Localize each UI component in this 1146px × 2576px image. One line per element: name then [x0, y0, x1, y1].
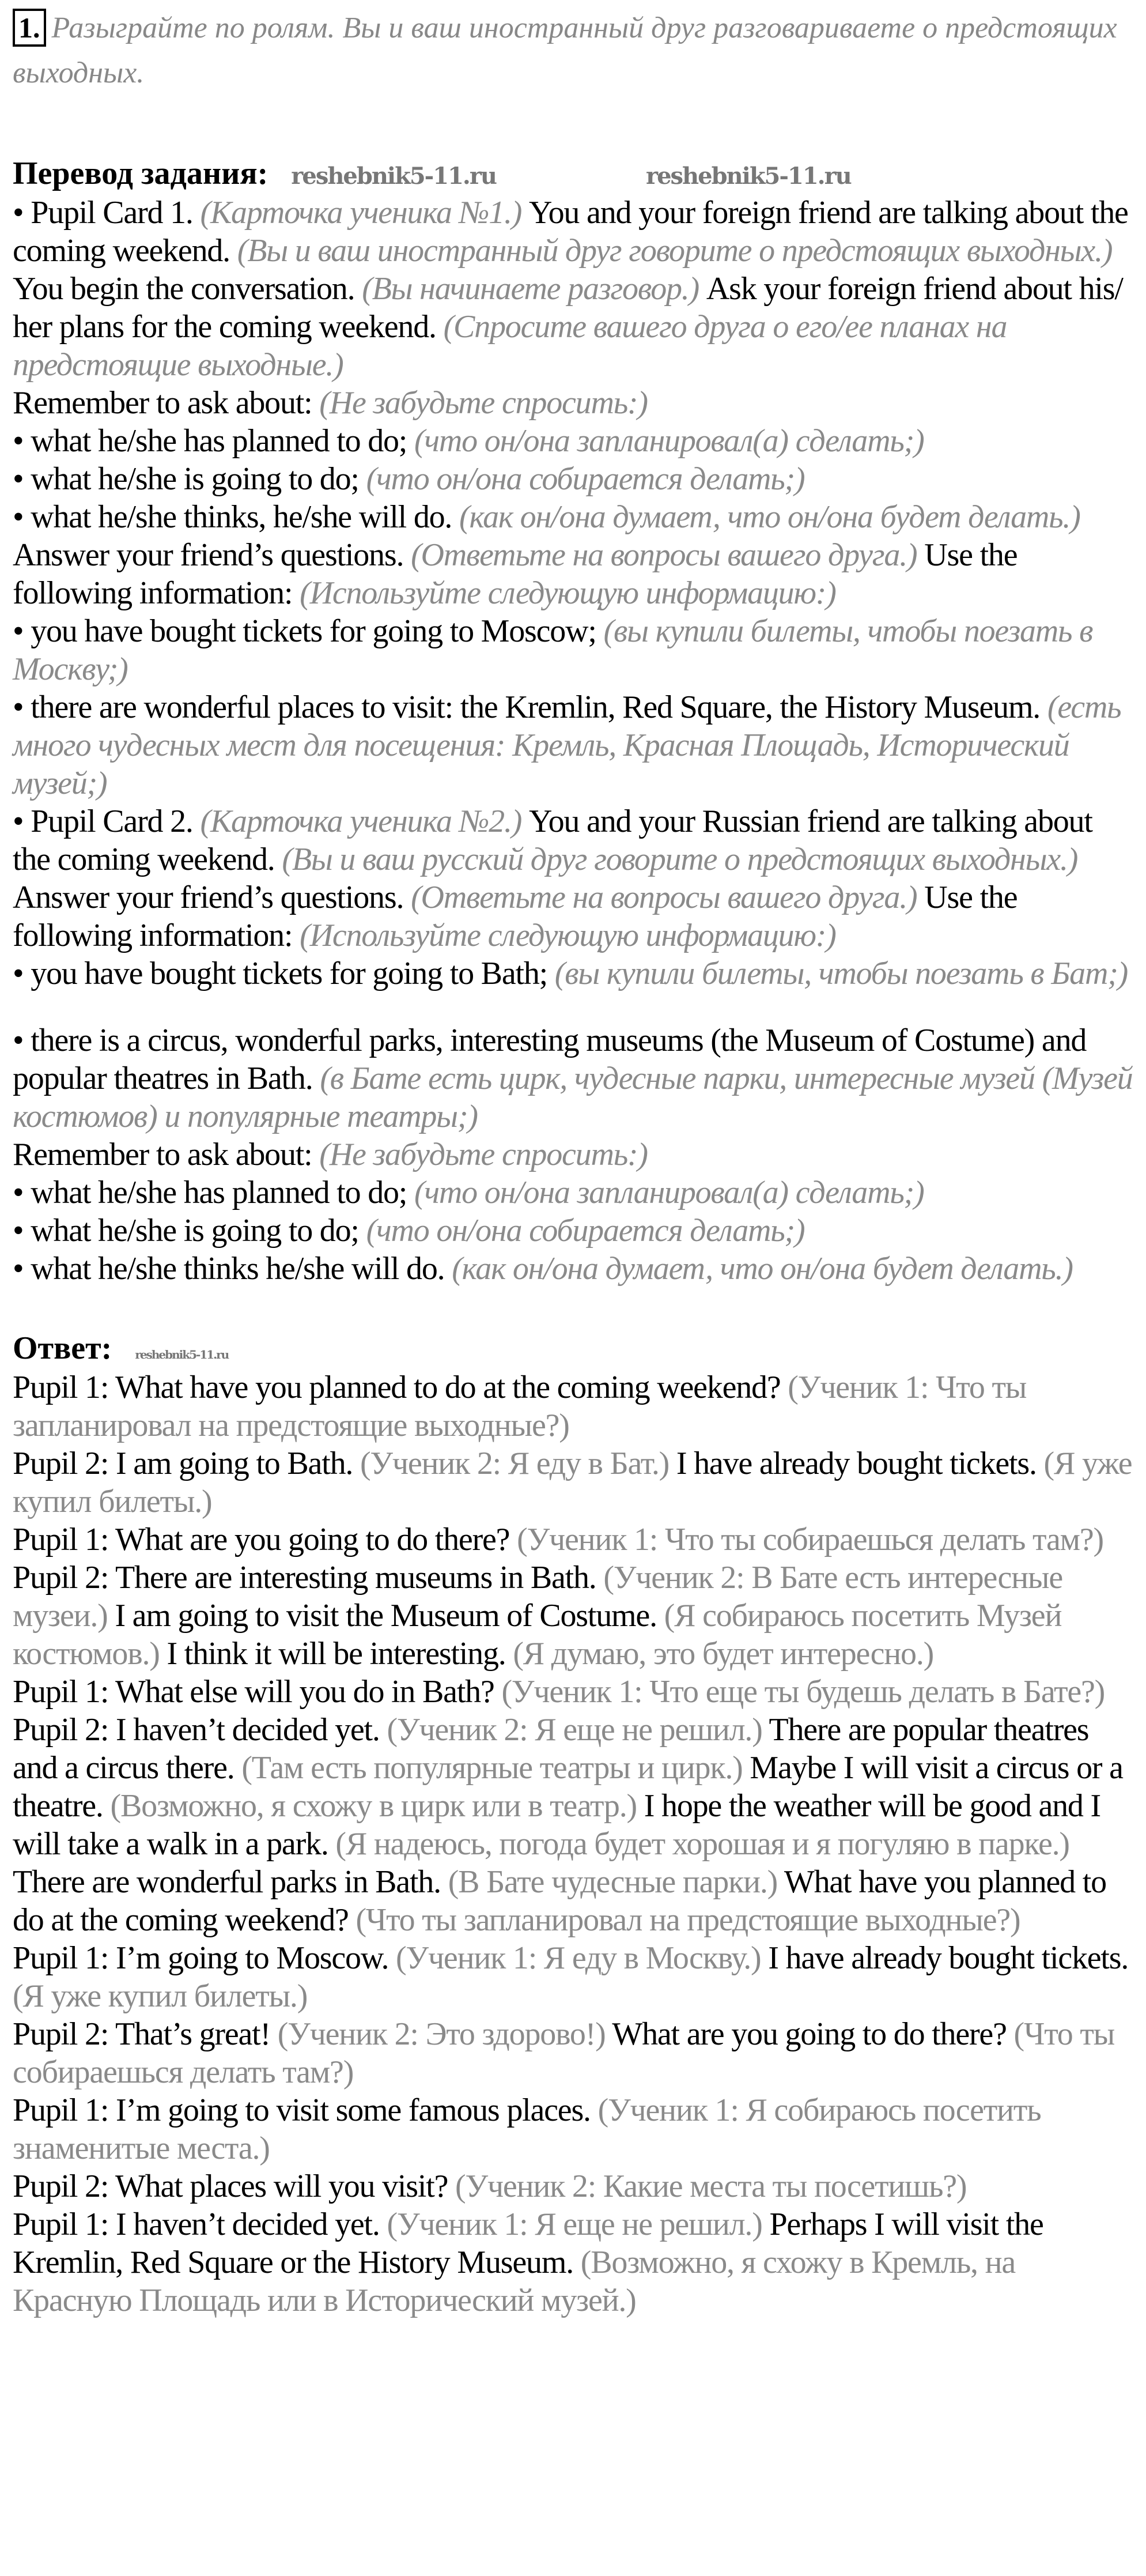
english-text: • what he/she is going to do; [13, 1213, 366, 1249]
english-text: Maybe I will visit a circus or a theatre. [13, 1750, 1123, 1824]
english-text: Use the following information: [13, 880, 1018, 953]
russian-translation: (вы купили билеты, чтобы поезать в Москву;) [13, 613, 1093, 687]
watermark: reshebnik5-11.ru [646, 163, 851, 190]
russian-translation: (что он/она запланировал(а) сделать;) [414, 423, 924, 459]
english-text: Remember to ask about: [13, 1137, 320, 1172]
dialogue-line [13, 2167, 1136, 2205]
english-text: Pupil 2: I am going to Bath. [13, 1446, 360, 1481]
translation-paragraph [13, 422, 1136, 460]
english-text: What are you going to do there? [612, 2016, 1014, 2052]
english-text: Pupil 2: What places will you visit? [13, 2168, 456, 2204]
russian-translation: (что он/она собирается делать;) [366, 461, 805, 497]
spacer [13, 993, 1136, 1021]
english-text: • Pupil Card 2. [13, 804, 201, 839]
english-text: • what he/she has planned to do; [13, 423, 414, 459]
russian-translation: (Что ты собираешься делать там?) [13, 2016, 1115, 2090]
russian-translation: (в Бате есть цирк, чудесные парки, интересные музей (Музей костюмов) и популярные театры;) [13, 1061, 1133, 1134]
translation-paragraph [13, 1136, 1136, 1174]
translation-paragraph [13, 802, 1136, 955]
english-text: You and your Russian friend are talking about the coming weekend. [13, 804, 1092, 877]
english-text: Pupil 1: I’m going to visit some famous places. [13, 2092, 598, 2128]
translation-paragraph [13, 460, 1136, 498]
task-instruction [13, 6, 1136, 96]
english-text: • what he/she thinks he/she will do. [13, 1251, 452, 1287]
english-text: I am going to visit the Museum of Costume. [115, 1598, 664, 1634]
translation-heading: Перевод задания: [13, 156, 268, 191]
english-text: • you have bought tickets for going to Bath; [13, 956, 555, 991]
english-text: • what he/she has planned to do; [13, 1175, 414, 1210]
russian-translation: (Ученик 2: В Бате есть интересные музеи.) [13, 1560, 1063, 1634]
russian-translation: (как он/она думает, что он/она будет делать.) [459, 499, 1080, 535]
english-text: Answer your friend’s questions. [13, 537, 411, 573]
english-text: I hope the weather will be good and I will take a walk in a park. [13, 1788, 1100, 1862]
task-number: 1. [13, 9, 46, 47]
translation-section [13, 194, 1136, 1288]
dialogue-line [13, 1939, 1136, 2015]
english-text: Use the following information: [13, 537, 1018, 611]
english-text: Pupil 1: What else will you do in Bath? [13, 1674, 502, 1710]
watermark: reshebnik5-11.ru [135, 1348, 229, 1361]
translation-paragraph [13, 498, 1136, 536]
english-text: You begin the conversation. [13, 271, 362, 307]
english-text: • what he/she is going to do; [13, 461, 366, 497]
russian-translation: (вы купили билеты, чтобы поезать в Бат;) [554, 956, 1128, 991]
english-text: • what he/she thinks, he/she will do. [13, 499, 460, 535]
dialogue-line [13, 1521, 1136, 1559]
russian-translation: (Спросите вашего друга о его/ее планах на предстоящие выходные.) [13, 309, 1007, 383]
translation-paragraph [13, 1174, 1136, 1212]
russian-translation: (что он/она собирается делать;) [366, 1213, 805, 1249]
russian-translation: (Ученик 2: Я еще не решил.) [387, 1712, 769, 1748]
russian-translation: (Ученик 1: Я собираюсь посетить знаменитые места.) [13, 2092, 1041, 2166]
russian-translation: (Вы и ваш иностранный друг говорите о предстоящих выходных.) [237, 233, 1113, 269]
russian-translation: (Ученик 1: Что ты собираешься делать там?) [517, 1522, 1103, 1557]
russian-translation: (Не забудьте спросить:) [319, 1137, 648, 1172]
translation-paragraph [13, 384, 1136, 422]
russian-translation: (как он/она думает, что он/она будет делать.) [452, 1251, 1073, 1287]
russian-translation: (Используйте следующую информацию:) [300, 918, 836, 953]
russian-translation: (Ученик 1: Я еще не решил.) [387, 2207, 770, 2242]
english-text: • you have bought tickets for going to Moscow; [13, 613, 604, 649]
english-text: • there are wonderful places to visit: the Kremlin, Red Square, the History Museum. [13, 689, 1047, 725]
russian-translation: (Я собираюсь посетить Музей костюмов.) [13, 1598, 1062, 1672]
russian-translation: (Ответьте на вопросы вашего друга.) [411, 537, 925, 573]
english-text: Pupil 1: I’m going to Moscow. [13, 1940, 396, 1976]
dialogue-line [13, 1368, 1136, 1444]
russian-translation: (Вы начинаете разговор.) [362, 271, 706, 307]
english-text: Remember to ask about: [13, 385, 320, 421]
answer-heading: Ответ: [13, 1330, 112, 1366]
dialogue-line [13, 1673, 1136, 1711]
translation-paragraph [13, 1250, 1136, 1288]
russian-translation: (Возможно, я схожу в цирк или в театр.) [110, 1788, 644, 1824]
task-instruction-text: Разыграйте по ролям. Вы и ваш иностранный друг разговариваете о предстоящих выходных. [13, 12, 1117, 89]
dialogue-line [13, 1559, 1136, 1673]
dialogue-line [13, 2091, 1136, 2167]
english-text: • Pupil Card 1. [13, 195, 201, 231]
english-text: Pupil 1: What are you going to do there? [13, 1522, 517, 1557]
russian-translation: (Что ты запланировал на предстоящие выходные?) [355, 1902, 1020, 1938]
english-text: Pupil 1: I haven’t decided yet. [13, 2207, 387, 2242]
russian-translation: (Не забудьте спросить:) [319, 385, 648, 421]
answer-section [13, 1368, 1136, 2319]
english-text: There are wonderful parks in Bath. [13, 1864, 448, 1900]
russian-translation: (Ученик 1: Что ты запланировал на предстоящие выходные?) [13, 1370, 1027, 1443]
english-text: Pupil 2: There are interesting museums in Bath. [13, 1560, 604, 1596]
english-text: I have already bought tickets. [676, 1446, 1044, 1481]
english-text: Answer your friend’s questions. [13, 880, 411, 915]
russian-translation: (Ученик 1: Я еду в Москву.) [396, 1940, 769, 1976]
dialogue-line [13, 2205, 1136, 2319]
russian-translation: (Ученик 1: Что еще ты будешь делать в Бате?) [501, 1674, 1105, 1710]
russian-translation: (что он/она запланировал(а) сделать;) [414, 1175, 924, 1210]
russian-translation: (Используйте следующую информацию:) [300, 575, 836, 611]
russian-translation: (Вы и ваш русский друг говорите о предстоящих выходных.) [282, 842, 1078, 877]
english-text: Pupil 2: I haven’t decided yet. [13, 1712, 387, 1748]
translation-paragraph [13, 612, 1136, 688]
english-text: I think it will be interesting. [167, 1636, 513, 1672]
english-text: I have already bought tickets. [768, 1940, 1129, 1976]
english-text: Pupil 1: What have you planned to do at the coming weekend? [13, 1370, 788, 1405]
english-text: Pupil 2: That’s great! [13, 2016, 278, 2052]
dialogue-line [13, 2015, 1136, 2091]
document-page [13, 0, 1136, 2319]
russian-translation: (Я уже купил билеты.) [13, 1446, 1132, 1519]
english-text: What have you planned to do at the coming weekend? [13, 1864, 1106, 1938]
russian-translation: (Ответьте на вопросы вашего друга.) [411, 880, 925, 915]
english-text: • there is a circus, wonderful parks, interesting museums (the Museum of Costume) and popular theatres in Bath. [13, 1023, 1087, 1096]
english-text: Ask your foreign friend about his/ her plans for the coming weekend. [13, 271, 1123, 345]
translation-paragraph [13, 688, 1136, 802]
translation-heading-row [13, 153, 1136, 194]
translation-paragraph [13, 1212, 1136, 1250]
russian-translation: (есть много чудесных мест для посещения: Кремль, Красная Площадь, Исторический музей;) [13, 689, 1121, 801]
russian-translation: (Там есть популярные театры и цирк.) [241, 1750, 750, 1786]
translation-paragraph [13, 194, 1136, 384]
translation-paragraph [13, 955, 1136, 993]
translation-paragraph [13, 1021, 1136, 1136]
english-text: You and your foreign friend are talking about the coming weekend. [13, 195, 1128, 269]
russian-translation: (Ученик 2: Какие места ты посетишь?) [455, 2168, 967, 2204]
russian-translation: (Я уже купил билеты.) [13, 1978, 308, 2014]
russian-translation: (Я думаю, это будет интересно.) [513, 1636, 934, 1672]
russian-translation: (Ученик 2: Это здорово!) [277, 2016, 612, 2052]
russian-translation: (Возможно, я схожу в Кремль, на Красную Площадь или в Исторический музей.) [13, 2245, 1016, 2318]
dialogue-line [13, 1444, 1136, 1521]
english-text: Perhaps I will visit the Kremlin, Red Square or the History Museum. [13, 2207, 1043, 2280]
russian-translation: (В Бате чудесные парки.) [448, 1864, 784, 1900]
dialogue-line [13, 1711, 1136, 1939]
translation-paragraph [13, 536, 1136, 612]
russian-translation: (Я надеюсь, погода будет хорошая и я погуляю в парке.) [335, 1826, 1069, 1862]
russian-translation: (Карточка ученика №2.) [200, 804, 529, 839]
russian-translation: (Ученик 2: Я еду в Бат.) [360, 1446, 676, 1481]
watermark: reshebnik5-11.ru [291, 163, 497, 190]
answer-heading-row [13, 1328, 1136, 1368]
english-text: There are popular theatres and a circus there. [13, 1712, 1089, 1786]
russian-translation: (Карточка ученика №1.) [200, 195, 529, 231]
